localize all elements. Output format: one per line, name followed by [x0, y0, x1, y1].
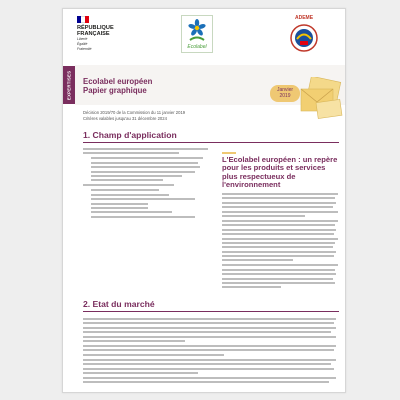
ademe-emblem-icon — [285, 21, 323, 55]
ecolabel-flower-icon — [182, 16, 212, 52]
section-2-divider — [83, 311, 339, 312]
expertises-tab: EXPERTISES — [63, 66, 75, 104]
ademe-label: ADEME — [294, 15, 314, 21]
motto-line1: Liberté — [77, 37, 88, 41]
sidebar-text — [222, 193, 340, 291]
section-1-divider — [83, 142, 339, 143]
ecolabel-logo — [181, 15, 213, 53]
section-2-title: 2. Etat du marché — [83, 299, 155, 309]
envelopes-illustration-icon — [295, 77, 345, 121]
decision-reference — [83, 110, 258, 122]
republic-title-line1: RÉPUBLIQUE — [77, 25, 114, 31]
republic-title-line2: FRANÇAISE — [77, 31, 110, 37]
section-1-left-text — [83, 148, 213, 220]
date-month: Janvier — [276, 87, 294, 93]
decision-line2: Critères valables jusqu'au 31 décembre 2024 — [83, 116, 167, 121]
ademe-logo — [285, 15, 323, 57]
decision-line1: Décision 2019/70 de la Commission du 11 janvier 2019 — [83, 110, 186, 115]
sidebar-accent-rule — [222, 152, 236, 154]
republique-francaise-logo — [77, 16, 117, 54]
motto-line3: Fraternité — [77, 46, 92, 51]
document-title — [83, 77, 152, 95]
french-flag-icon — [77, 16, 89, 23]
section-1-title: 1. Champ d'application — [83, 130, 177, 140]
ecolabel-logo-text: Ecolabel — [187, 44, 207, 50]
section-2-text — [83, 318, 339, 386]
document-title-line2: Papier graphique — [83, 86, 147, 95]
motto-line2: Égalité — [77, 41, 88, 46]
date-year: 2019 — [279, 93, 291, 99]
document-title-line1: Ecolabel européen — [83, 77, 153, 86]
document-page — [62, 8, 346, 393]
sidebar-heading: L'Ecolabel européen : un repère pour les produits et services plus respectueux de l'environnement — [222, 155, 338, 190]
